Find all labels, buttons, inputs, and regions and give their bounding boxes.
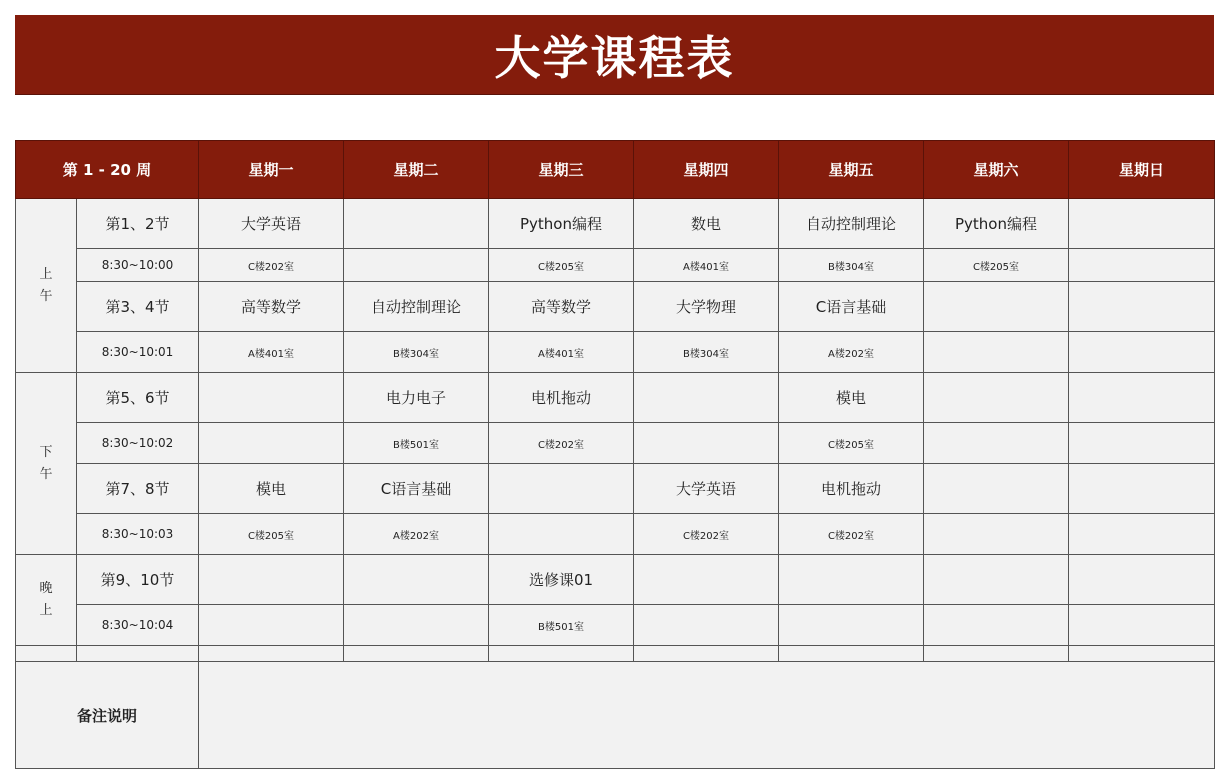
- room-cell[interactable]: [779, 605, 924, 646]
- course-cell[interactable]: C语言基础: [779, 282, 924, 332]
- header-row: [16, 141, 1215, 199]
- period-evening: [16, 555, 77, 646]
- slot-label: 第5、6节: [77, 373, 199, 423]
- course-cell[interactable]: 模电: [779, 373, 924, 423]
- room-cell[interactable]: [1069, 423, 1215, 464]
- course-cell[interactable]: 电力电子: [344, 373, 489, 423]
- room-cell[interactable]: A楼401室: [199, 332, 344, 373]
- slot-time: 8:30~10:02: [77, 423, 199, 464]
- week-range-header: 第 1 - 20 周: [16, 141, 199, 199]
- day-header-wed: 星期三: [489, 141, 634, 199]
- period-char: 午: [39, 466, 53, 482]
- course-cell[interactable]: [1069, 373, 1215, 423]
- period-morning: [16, 199, 77, 373]
- slot-row: [16, 373, 1215, 423]
- room-cell[interactable]: [1069, 332, 1215, 373]
- room-cell[interactable]: [924, 332, 1069, 373]
- room-cell[interactable]: B楼304室: [634, 332, 779, 373]
- empty-cell: [634, 646, 779, 662]
- course-cell[interactable]: 电机拖动: [489, 373, 634, 423]
- course-cell[interactable]: 自动控制理论: [344, 282, 489, 332]
- course-cell[interactable]: 大学物理: [634, 282, 779, 332]
- course-cell[interactable]: [924, 464, 1069, 514]
- course-cell[interactable]: [1069, 555, 1215, 605]
- day-header-tue: 星期二: [344, 141, 489, 199]
- course-cell[interactable]: Python编程: [489, 199, 634, 249]
- room-cell[interactable]: C楼202室: [199, 249, 344, 282]
- room-cell[interactable]: B楼501室: [344, 423, 489, 464]
- room-cell[interactable]: [1069, 605, 1215, 646]
- room-cell[interactable]: C楼202室: [779, 514, 924, 555]
- course-cell[interactable]: 高等数学: [489, 282, 634, 332]
- empty-cell: [77, 646, 199, 662]
- course-cell[interactable]: 模电: [199, 464, 344, 514]
- room-cell[interactable]: [489, 514, 634, 555]
- room-cell[interactable]: C楼205室: [924, 249, 1069, 282]
- day-header-thu: 星期四: [634, 141, 779, 199]
- empty-cell: [199, 646, 344, 662]
- room-cell[interactable]: C楼205室: [779, 423, 924, 464]
- slot-time: 8:30~10:04: [77, 605, 199, 646]
- course-cell[interactable]: [344, 555, 489, 605]
- course-cell[interactable]: [199, 555, 344, 605]
- period-char: 晚: [39, 581, 53, 596]
- room-cell[interactable]: A楼202室: [779, 332, 924, 373]
- notes-row: [16, 662, 1215, 769]
- course-cell[interactable]: 数电: [634, 199, 779, 249]
- slot-label: 第1、2节: [77, 199, 199, 249]
- room-cell[interactable]: [1069, 249, 1215, 282]
- period-char: 午: [39, 288, 53, 304]
- slot-time: 8:30~10:01: [77, 332, 199, 373]
- room-cell[interactable]: [634, 605, 779, 646]
- schedule-table: [15, 140, 1215, 769]
- empty-cell: [489, 646, 634, 662]
- course-cell[interactable]: Python编程: [924, 199, 1069, 249]
- course-cell[interactable]: [634, 555, 779, 605]
- course-cell[interactable]: C语言基础: [344, 464, 489, 514]
- room-cell[interactable]: [344, 249, 489, 282]
- room-cell[interactable]: [634, 423, 779, 464]
- slot-row: [16, 555, 1215, 605]
- course-cell[interactable]: [1069, 464, 1215, 514]
- day-header-sun: 星期日: [1069, 141, 1215, 199]
- room-cell[interactable]: [199, 423, 344, 464]
- room-cell[interactable]: [924, 514, 1069, 555]
- course-cell[interactable]: [924, 555, 1069, 605]
- empty-cell: [779, 646, 924, 662]
- time-row: [16, 332, 1215, 373]
- course-cell[interactable]: 电机拖动: [779, 464, 924, 514]
- course-cell[interactable]: [199, 373, 344, 423]
- slot-label: 第7、8节: [77, 464, 199, 514]
- slot-row: [16, 282, 1215, 332]
- page-title: 大学课程表: [494, 30, 735, 85]
- day-header-mon: 星期一: [199, 141, 344, 199]
- room-cell[interactable]: [924, 605, 1069, 646]
- slot-label: 第9、10节: [77, 555, 199, 605]
- room-cell[interactable]: B楼304室: [779, 249, 924, 282]
- course-cell[interactable]: [344, 199, 489, 249]
- room-cell[interactable]: C楼205室: [489, 249, 634, 282]
- course-cell[interactable]: 高等数学: [199, 282, 344, 332]
- room-cell[interactable]: B楼501室: [489, 605, 634, 646]
- course-cell[interactable]: 大学英语: [634, 464, 779, 514]
- course-cell[interactable]: [924, 373, 1069, 423]
- slot-label: 第3、4节: [77, 282, 199, 332]
- empty-cell: [16, 646, 77, 662]
- course-cell[interactable]: [1069, 199, 1215, 249]
- room-cell[interactable]: C楼202室: [634, 514, 779, 555]
- empty-cell: [1069, 646, 1215, 662]
- course-cell[interactable]: [1069, 282, 1215, 332]
- course-cell[interactable]: 选修课01: [489, 555, 634, 605]
- course-cell[interactable]: 自动控制理论: [779, 199, 924, 249]
- course-cell[interactable]: [634, 373, 779, 423]
- room-cell[interactable]: [199, 605, 344, 646]
- room-cell[interactable]: A楼202室: [344, 514, 489, 555]
- slot-time: 8:30~10:00: [77, 249, 199, 282]
- time-row: [16, 249, 1215, 282]
- time-row: [16, 514, 1215, 555]
- day-header-fri: 星期五: [779, 141, 924, 199]
- notes-content[interactable]: [199, 662, 1215, 769]
- slot-row: [16, 464, 1215, 514]
- period-char: 上: [39, 603, 53, 618]
- course-cell[interactable]: [489, 464, 634, 514]
- slot-row: [16, 199, 1215, 249]
- room-cell[interactable]: [924, 423, 1069, 464]
- room-cell[interactable]: B楼304室: [344, 332, 489, 373]
- period-char: 下: [39, 444, 53, 460]
- time-row: [16, 423, 1215, 464]
- room-cell[interactable]: C楼202室: [489, 423, 634, 464]
- notes-label: 备注说明: [16, 662, 199, 769]
- room-cell[interactable]: [1069, 514, 1215, 555]
- slot-time: 8:30~10:03: [77, 514, 199, 555]
- day-header-sat: 星期六: [924, 141, 1069, 199]
- filler-row: [16, 646, 1215, 662]
- room-cell[interactable]: [344, 605, 489, 646]
- room-cell[interactable]: A楼401室: [489, 332, 634, 373]
- empty-cell: [344, 646, 489, 662]
- course-cell[interactable]: 大学英语: [199, 199, 344, 249]
- empty-cell: [924, 646, 1069, 662]
- title-banner: [15, 15, 1214, 95]
- room-cell[interactable]: A楼401室: [634, 249, 779, 282]
- course-cell[interactable]: [779, 555, 924, 605]
- period-char: 上: [39, 266, 53, 282]
- period-afternoon: [16, 373, 77, 555]
- time-row: [16, 605, 1215, 646]
- course-cell[interactable]: [924, 282, 1069, 332]
- room-cell[interactable]: C楼205室: [199, 514, 344, 555]
